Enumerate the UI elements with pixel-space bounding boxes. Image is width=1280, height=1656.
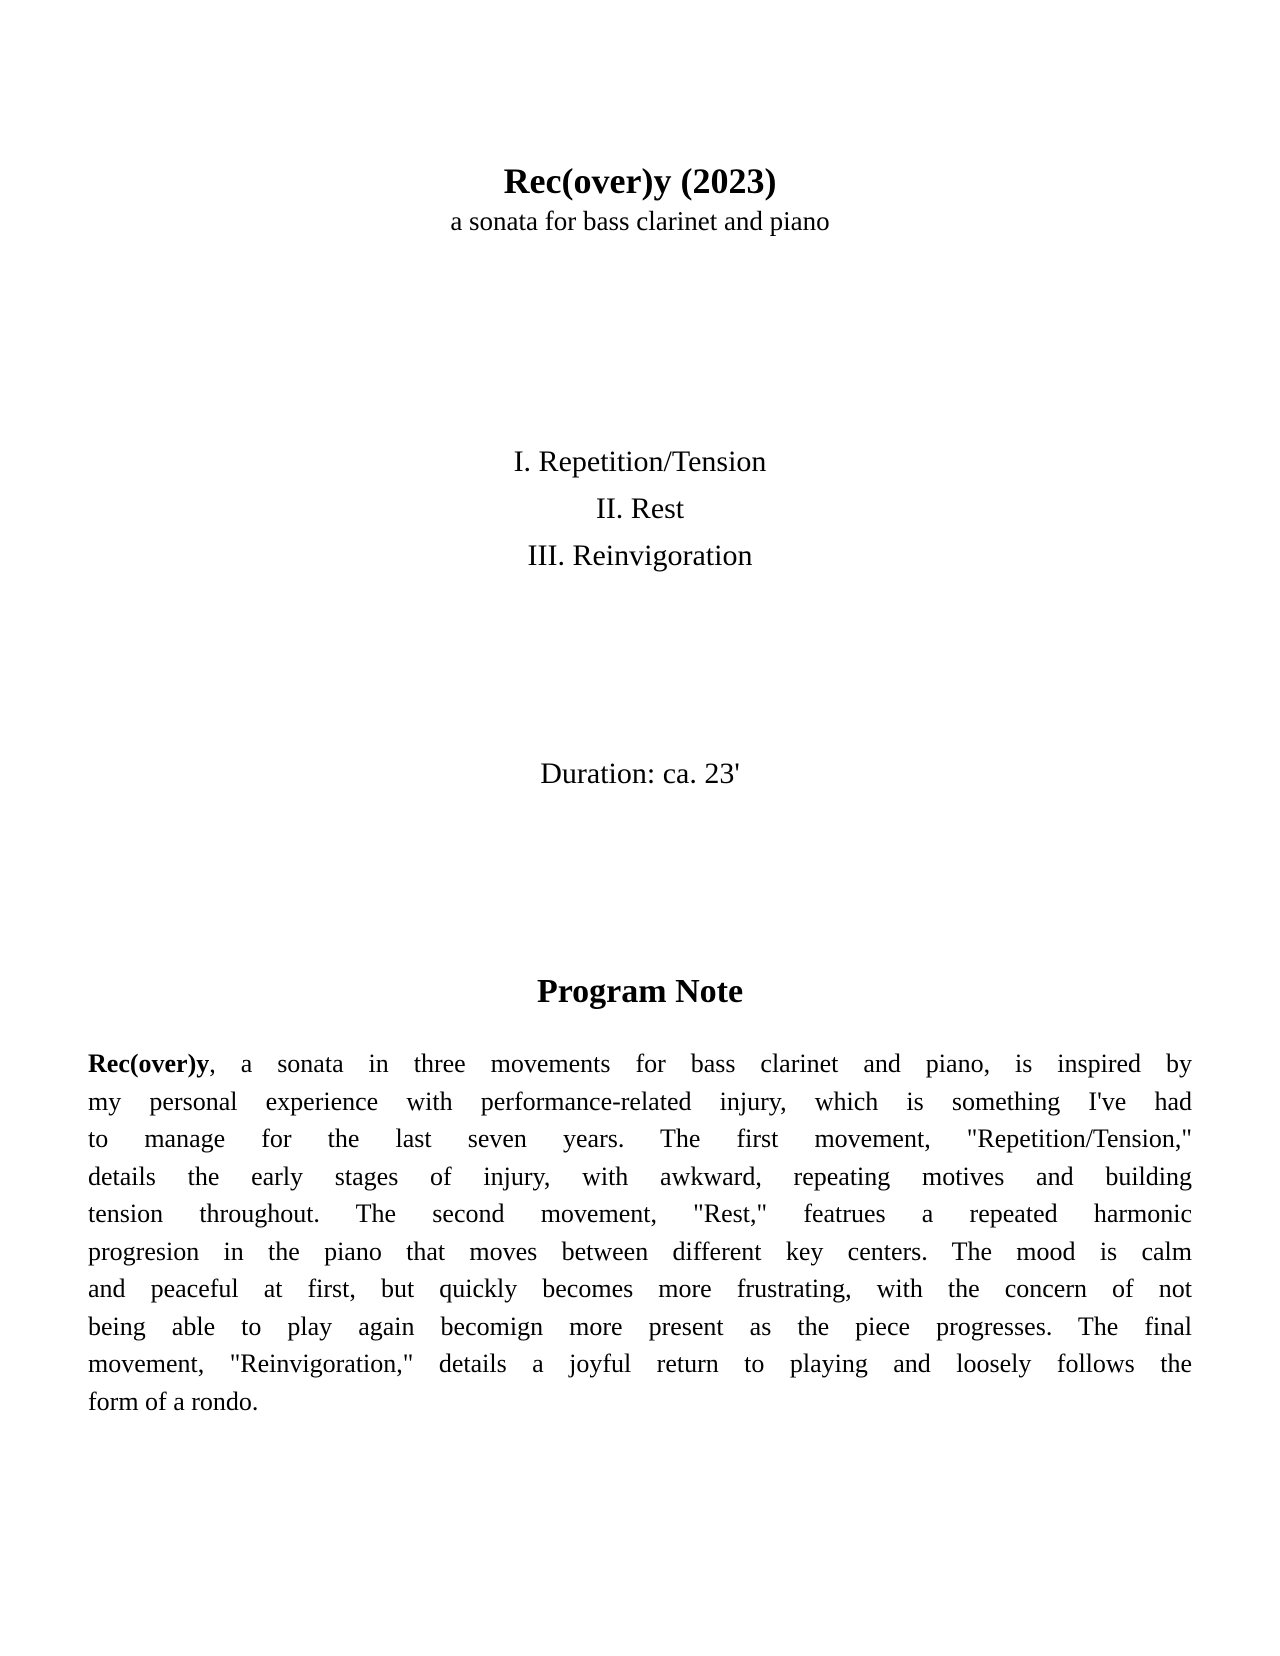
program-note-line: and peaceful at first, but quickly becomes more frustrating, with the concern of not bbox=[88, 1274, 1192, 1303]
program-note-line-text: , a sonata in three movements for bass clarinet and piano, is inspired by bbox=[209, 1049, 1192, 1078]
program-note-line: being able to play again becomign more present as the piece progresses. The final bbox=[88, 1311, 1192, 1341]
program-note-line: my personal experience with performance-related injury, which is something I've had bbox=[88, 1086, 1192, 1116]
movement-item-1: I. Repetition/Tension bbox=[513, 445, 767, 478]
program-note-line: tension throughout. The second movement, "Rest," featrues a repeated harmonic bbox=[88, 1199, 1192, 1228]
program-note-line: movement, "Reinvigoration," details a joyful return to playing and loosely follows the bbox=[88, 1349, 1192, 1378]
movement-list bbox=[0, 438, 1280, 579]
program-note-body bbox=[88, 1045, 1192, 1420]
title-block bbox=[0, 0, 1280, 239]
program-note-bold-lead: Rec(over)y bbox=[88, 1049, 210, 1078]
program-note-line: to manage for the last seven years. The first movement, "Repetition/Tension," bbox=[88, 1124, 1192, 1153]
movement-item-2: II. Rest bbox=[595, 492, 685, 525]
program-note-line: form of a rondo. bbox=[88, 1386, 259, 1416]
program-note-line: details the early stages of injury, with awkward, repeating motives and building bbox=[88, 1161, 1192, 1191]
program-note-line bbox=[88, 1045, 1192, 1083]
program-note-line: progresion in the piano that moves between different key centers. The mood is calm bbox=[88, 1236, 1192, 1266]
program-note-heading: Program Note bbox=[536, 973, 744, 1010]
movement-item-3: III. Reinvigoration bbox=[527, 539, 753, 572]
piece-subtitle: a sonata for bass clarinet and piano bbox=[450, 206, 830, 236]
piece-title: Rec(over)y (2023) bbox=[503, 161, 777, 201]
duration-line: Duration: ca. 23' bbox=[540, 757, 740, 790]
